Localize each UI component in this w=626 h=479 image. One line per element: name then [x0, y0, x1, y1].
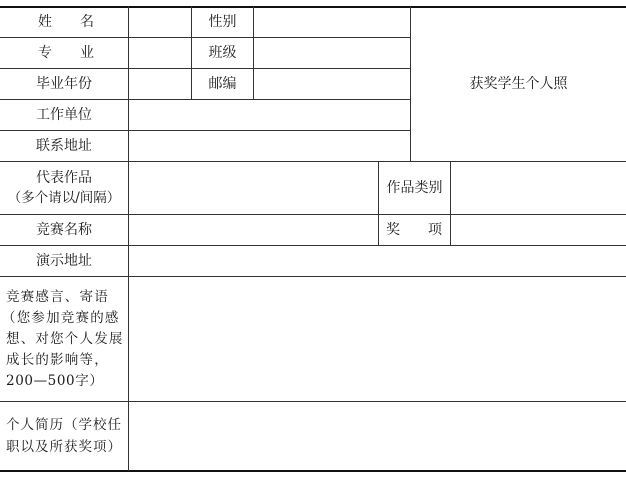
works-label	[0, 162, 128, 214]
works-label-line1: 代表作品	[36, 170, 92, 186]
name-field[interactable]	[129, 7, 191, 37]
competition-label: 竞赛名称	[36, 222, 92, 238]
photo-label: 获奖学生个人照	[469, 76, 568, 92]
award-label-char-2: 项	[428, 222, 442, 238]
employer-label: 工作单位	[36, 107, 92, 123]
table-bottom-border	[0, 470, 626, 472]
remarks-label-line: 成长的影响等，	[6, 351, 109, 368]
postcode-field[interactable]	[254, 69, 410, 99]
venue-field[interactable]	[129, 246, 626, 276]
gender-label: 性别	[208, 14, 237, 30]
graduation-year-label: 毕业年份	[36, 76, 92, 92]
work-category-label: 作品类别	[386, 180, 443, 196]
class-label: 班级	[208, 45, 237, 61]
major-label	[38, 38, 94, 68]
award-field[interactable]	[451, 215, 626, 245]
remarks-label	[2, 277, 124, 401]
award-label	[386, 215, 442, 245]
remarks-label-line: 竞赛感言、寄语	[6, 288, 109, 305]
resume-field[interactable]	[129, 402, 626, 470]
works-label-line2: （多个请以/间隔）	[7, 190, 121, 206]
class-field[interactable]	[254, 38, 410, 68]
gender-field[interactable]	[254, 7, 410, 37]
resume-label	[6, 402, 124, 470]
competition-field[interactable]	[129, 215, 378, 245]
name-label-char-2: 名	[80, 14, 94, 30]
major-label-char-2: 业	[80, 45, 94, 61]
name-label	[38, 7, 94, 37]
venue-label: 演示地址	[36, 253, 92, 269]
work-category-field[interactable]	[451, 162, 626, 214]
employer-field[interactable]	[129, 100, 410, 130]
major-label-char-1: 专	[38, 45, 52, 61]
address-field[interactable]	[129, 131, 410, 161]
resume-label-line: 个人简历（学校任	[6, 417, 122, 433]
award-label-char-1: 奖	[386, 222, 400, 238]
remarks-field[interactable]	[129, 277, 626, 401]
remarks-label-line: 200—500字）	[6, 372, 104, 389]
remarks-label-line: （您参加竞赛的感	[2, 309, 120, 326]
postcode-label: 邮编	[208, 76, 237, 92]
works-field[interactable]	[129, 162, 378, 214]
name-label-char-1: 姓	[38, 14, 52, 30]
graduation-year-field[interactable]	[129, 69, 191, 99]
address-label: 联系地址	[36, 138, 92, 154]
resume-label-line: 职以及所获奖项）	[6, 439, 122, 455]
major-field[interactable]	[129, 38, 191, 68]
remarks-label-line: 想、对您个人发展	[6, 330, 124, 347]
photo-placeholder[interactable]	[411, 7, 626, 161]
